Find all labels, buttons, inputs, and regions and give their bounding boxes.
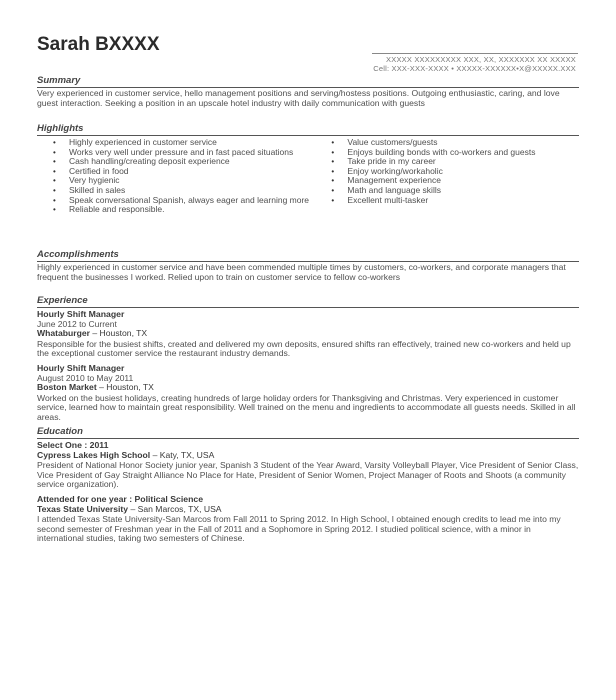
list-item: • Management experience <box>331 176 579 186</box>
job-entry <box>37 310 579 359</box>
contact-phone-email: Cell: XXX-XXX-XXXX • XXXXX-XXXXXX•X@XXXXX.XXX <box>373 64 576 73</box>
list-item: • Math and language skills <box>331 186 579 196</box>
education-section <box>37 427 579 544</box>
list-item: • Skilled in sales <box>53 186 321 196</box>
list-item: • Take pride in my career <box>331 157 579 167</box>
education-school: Cypress Lakes High School <box>37 449 151 460</box>
list-item: • Speak conversational Spanish, always eager and learning more <box>53 196 321 206</box>
list-item: • Cash handling/creating deposit experience <box>53 157 321 167</box>
job-description: Responsible for the busiest shifts, created and delivered my own deposits, ensured shifts ran effectively, trained new co-workers and held up the exceptional customer service the restaurant industry demands. <box>37 338 571 359</box>
summary-text: Very experienced in customer service, hello management positions and serving/hostess positions. Outgoing enthusiastic, caring, and love guest interaction. Seeking a position in an upscale hotel industry with daily communication with guests <box>37 88 560 108</box>
education-entry <box>37 495 579 544</box>
experience-title: Experience <box>37 296 579 308</box>
job-company-line <box>37 329 579 339</box>
experience-section <box>37 296 579 423</box>
contact-address: XXXXX XXXXXXXXX XXX, XX, XXXXXXX XX XXXXX <box>386 55 576 64</box>
list-item: • Reliable and responsible. <box>53 205 321 215</box>
contact-info <box>346 55 576 73</box>
list-item: • Highly experienced in customer service <box>53 138 321 148</box>
list-item: • Very hygienic <box>53 176 321 186</box>
list-item: • Enjoys building bonds with co-workers and guests <box>331 148 579 158</box>
job-entry <box>37 364 579 423</box>
highlights-title: Highlights <box>37 124 579 136</box>
highlights-section <box>37 124 579 215</box>
list-item: • Excellent multi-tasker <box>331 196 579 206</box>
job-company: Boston Market <box>37 382 97 393</box>
education-description: President of National Honor Society junior year, Spanish 3 Student of the Year Award, Varsity Volleyball Player, Vice President of Senior Class, Vice President of Gay Straight Alliance No Place for Hate, President of Senior Women, Project Manager of Roots and Shoots (a community service organization). <box>37 460 579 490</box>
job-title: Hourly Shift Manager <box>37 309 125 319</box>
list-item: • Works very well under pressure and in fast paced situations <box>53 148 321 158</box>
job-company: Whataburger <box>37 328 90 339</box>
summary-title: Summary <box>37 76 579 88</box>
summary-section <box>37 76 579 108</box>
list-item: • Enjoy working/workaholic <box>331 167 579 177</box>
job-dates: August 2010 to May 2011 <box>37 372 134 383</box>
highlights-right-list <box>321 138 579 215</box>
accomplishments-title: Accomplishments <box>37 250 579 262</box>
candidate-name: Sarah BXXXX <box>37 34 160 55</box>
job-title: Hourly Shift Manager <box>37 362 125 373</box>
highlights-columns <box>37 138 579 215</box>
job-company-line <box>37 383 579 393</box>
job-location: – Houston, TX <box>90 328 148 339</box>
education-entry <box>37 441 579 490</box>
education-description: I attended Texas State University-San Marcos from Fall 2011 to Spring 2012. In High School, I obtained enough credits to lead me into my second semester of Freshman year in the Fall of 2011 and a Sophomore in Spring 2012. I studied political science, with a minor in international studies, taking two semesters of Chinese. <box>37 514 561 544</box>
education-degree: Select One : 2011 <box>37 440 109 450</box>
highlights-left-list <box>37 138 321 215</box>
list-item: • Value customers/guests <box>331 138 579 148</box>
accomplishments-text: Highly experienced in customer service and have been commended multiple times by customers, co-workers, and corporate managers that frequent the businesses I worked. Relied upon to train on customer service to fellow co-workers <box>37 262 566 282</box>
list-item: • Certified in food <box>53 167 321 177</box>
education-location: – San Marcos, TX, USA <box>128 503 222 514</box>
job-location: – Houston, TX <box>96 382 154 393</box>
education-school: Texas State University <box>37 503 129 514</box>
accomplishments-section <box>37 250 579 282</box>
contact-divider <box>372 53 578 54</box>
education-degree: Attended for one year : Political Science <box>37 493 204 504</box>
education-school-line <box>37 505 579 515</box>
education-school-line <box>37 451 579 461</box>
education-location: – Katy, TX, USA <box>150 449 215 460</box>
job-description: Worked on the busiest holidays, creating hundreds of large holiday orders for Thanksgiving and Christmas. Very experienced in customer service, learned how to maintain great responsibility. Well trained on the menu and ingredients to accommodate all guests needs. Skilled in all areas. <box>37 392 576 422</box>
education-title: Education <box>37 427 579 439</box>
job-dates: June 2012 to Current <box>37 318 117 329</box>
